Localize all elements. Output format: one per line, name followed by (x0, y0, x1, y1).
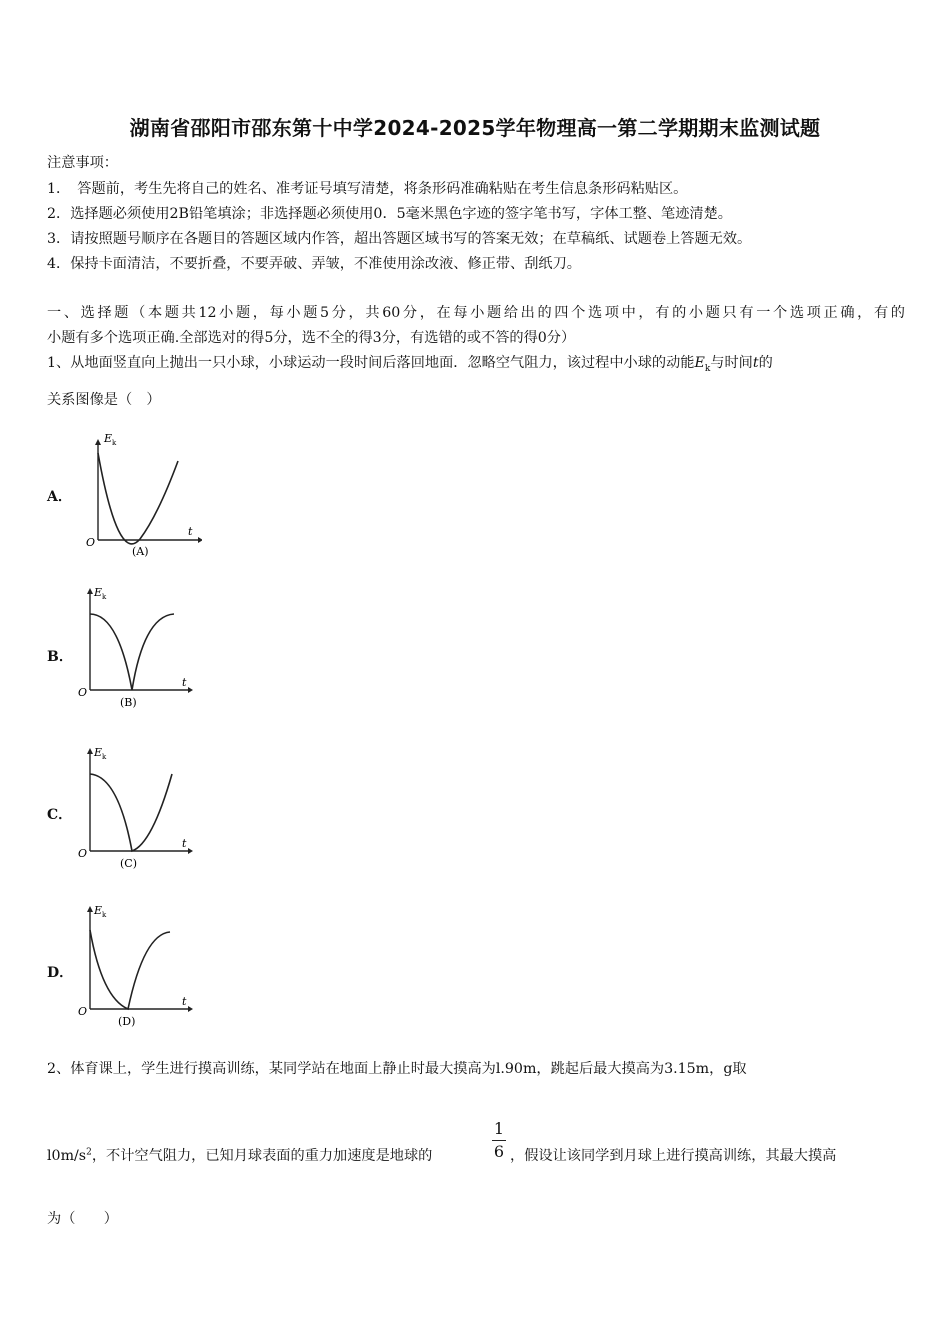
q2-stem-line-2a: $l0m/s^2$，不计空气阻力，已知月球表面的重力加速度是地球的 (47, 1147, 433, 1164)
d-caption: (D) (118, 1015, 136, 1028)
b-origin-label: O (78, 686, 88, 699)
c-origin-label: O (78, 847, 88, 860)
a-y-axis-sub: k (112, 439, 117, 447)
d-origin-label: O (78, 1005, 88, 1018)
q2-fraction-one-sixth: 1 6 (493, 1119, 505, 1161)
a-caption: (A) (132, 545, 149, 558)
d-y-axis-label: E (94, 904, 103, 917)
q1-stem-line-1: 1、从地面竖直向上抛出一只小球，小球运动一段时间后落回地面．忽略空气阻力，该过程中小球的动能$E_k$与时间t的 (47, 355, 773, 374)
option-d-label: D． (47, 965, 74, 981)
notice-item-2: 2．选择题必须使用2B铅笔填涂；非选择题必须使用0．5毫米黑色字迹的签字笔书写，字体工整、笔迹清楚。 (47, 206, 732, 222)
b-y-axis-label: E (94, 586, 103, 599)
option-a-label: A． (47, 489, 72, 505)
c-y-axis-label: E (94, 746, 103, 759)
q2-stem-line-2b: ，假设让该同学到月球上进行摸高训练，其最大摸高 (510, 1148, 837, 1164)
option-c-label: C． (47, 807, 73, 823)
b-caption: (B) (120, 696, 137, 709)
c-caption: (C) (120, 857, 137, 870)
a-y-axis-label: E (104, 432, 113, 445)
option-a-graph (72, 425, 202, 565)
notice-heading: 注意事项： (47, 155, 118, 171)
section-intro-line-2: 小题有多个选项正确.全部选对的得5分，选不全的得3分，有选错的或不答的得0分） (47, 330, 576, 346)
option-b-graph (72, 580, 202, 720)
option-d-graph (72, 898, 202, 1038)
d-x-axis-label: t (182, 995, 187, 1008)
q1-var-e: E (694, 355, 705, 371)
b-x-axis-label: t (182, 676, 187, 689)
d-y-axis-sub: k (102, 911, 107, 919)
notice-item-4: 4．保持卡面清洁，不要折叠，不要弄破、弄皱，不准使用涂改液、修正带、刮纸刀。 (47, 256, 581, 272)
section-intro-line-1: 一、选择题（本题共12小题，每小题5分，共60分，在每小题给出的四个选项中，有的小题只有一个选项正确，有的 (47, 305, 905, 321)
a-origin-label: O (86, 536, 96, 549)
c-y-axis-sub: k (102, 753, 107, 761)
b-y-axis-sub: k (102, 593, 107, 601)
option-b-label: B． (47, 649, 73, 665)
notice-item-1: 1． 答题前，考生先将自己的姓名、准考证号填写清楚，将条形码准确粘贴在考生信息条形码粘贴区。 (47, 181, 688, 197)
q1-stem-line-2: 关系图像是（ ） (47, 392, 161, 408)
page-title: 湖南省邵阳市邵东第十中学2024-2025学年物理高一第二学期期末监测试题 (129, 116, 821, 140)
c-x-axis-label: t (182, 837, 187, 850)
a-x-axis-label: t (188, 525, 193, 538)
q2-stem-line-3: 为（ ） (47, 1211, 118, 1227)
q2-stem-line-1: 2、体育课上，学生进行摸高训练，某同学站在地面上静止时最大摸高为l.90m，跳起后最大摸高为3.15m，g取 (47, 1061, 747, 1077)
notice-item-3: 3．请按照题号顺序在各题目的答题区域内作答，超出答题区域书写的答案无效；在草稿纸、试题卷上答题无效。 (47, 231, 752, 247)
option-c-graph (72, 740, 202, 880)
